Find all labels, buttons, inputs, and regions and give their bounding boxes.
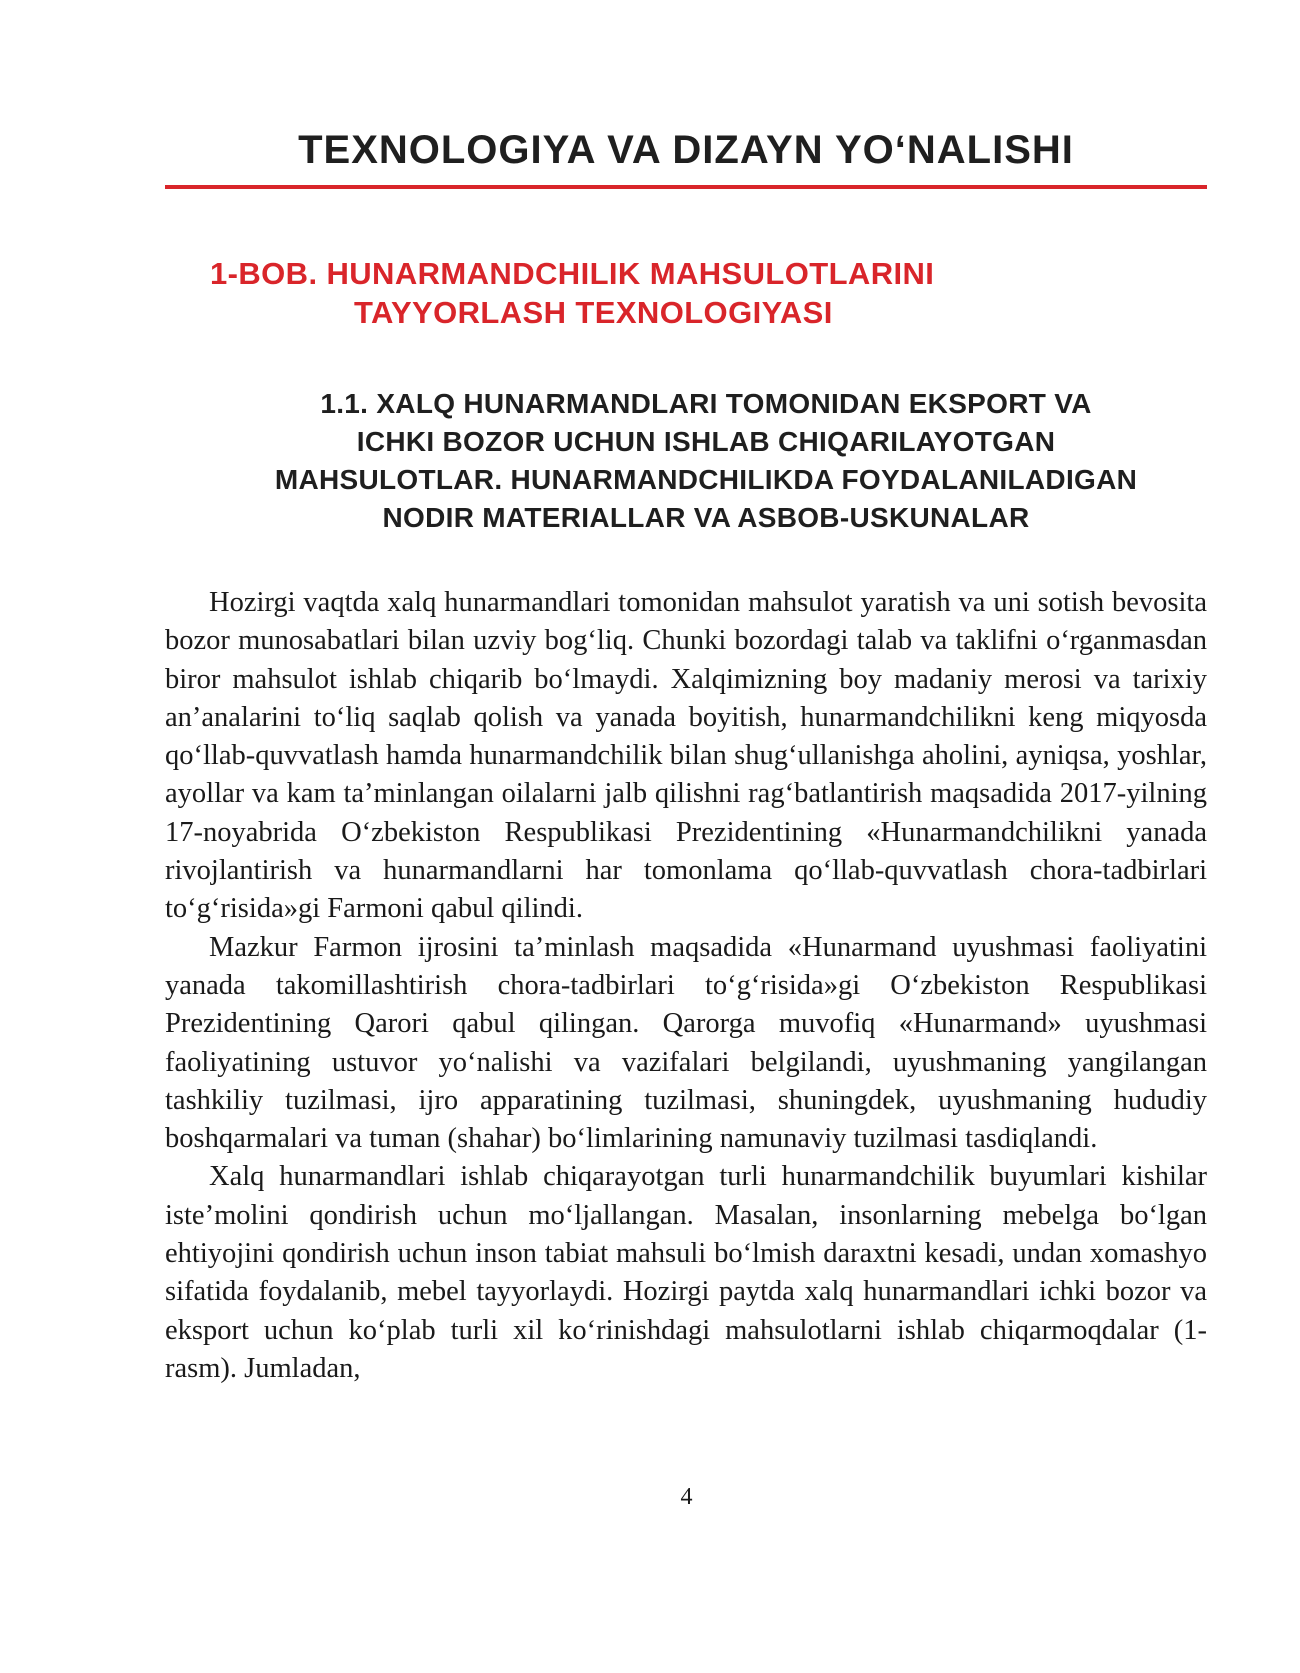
subsection-title-line-3: MAHSULOTLAR. HUNARMANDCHILIKDA FOYDALANILADIGAN bbox=[274, 464, 1138, 495]
body-text bbox=[165, 584, 1207, 1388]
subsection-title-line-4: NODIR MATERIALLAR VA ASBOB-USKUNALAR bbox=[382, 502, 1030, 533]
chapter-title bbox=[165, 254, 1207, 332]
paragraph-2: Mazkur Farmon ijrosini ta’minlash maqsadida «Hunarmand uyushmasi faoliyatini yanada takomillashtirish chora-tadbirlari to‘g‘risida»gi O‘zbekiston Respublikasi Prezidentining Qarori qabul qilingan. Qarorga muvofiq «Hunarmand» uyushmasi faoliyatining ustuvor yo‘nalishi va vazifalari belgilandi, uyushmaning yangilangan tashkiliy tuzilmasi, ijro apparatining tuzilmasi, shuningdek, uyushmaning hududiy boshqarmalari va tuman (shahar) bo‘limlarining namunaviy tuzilmasi tasdiqlandi. bbox=[165, 931, 1207, 1155]
paragraph-1: Hozirgi vaqtda xalq hunarmandlari tomonidan mahsulot yaratish va uni sotish bevosita bozor munosabatlari bilan uzviy bog‘liq. Chunki bozordagi talab va taklifni o‘rganmasdan biror mahsulot ishlab chiqarib bo‘lmaydi. Xalqimizning boy madaniy merosi va tarixiy an’analarini to‘liq saqlab qolish va yanada boyitish, hunarmandchilikni keng miqyosda qo‘llab-quvvatlash hamda hunarmandchilik bilan shug‘ullanishga aholini, ayniqsa, yoshlar, ayollar va kam ta’minlangan oilalarni jalb qilishni rag‘batlantirish maqsadida 2017-yilning 17-noyabrida O‘zbekiston Respublikasi Prezidentining «Hunarmandchilikni yanada rivojlantirish va hunarmandlarni har tomonlama qo‘llab-quvvatlash chora-tadbirlari to‘g‘risida»gi Farmoni qabul qilindi. bbox=[165, 587, 1207, 925]
section-title: TEXNOLOGIYA VA DIZAYN YO‘NALISHI bbox=[298, 128, 1074, 172]
title-underline-rule bbox=[165, 185, 1207, 189]
chapter-title-line-1: 1-BOB. HUNARMANDCHILIK MAHSULOTLARINI bbox=[210, 256, 935, 291]
chapter-title-line-2: TAYYORLASH TEXNOLOGIYASI bbox=[354, 295, 833, 330]
subsection-title-line-1: 1.1. XALQ HUNARMANDLARI TOMONIDAN EKSPORT VA bbox=[320, 388, 1092, 419]
paragraph-3: Xalq hunarmandlari ishlab chiqarayotgan turli hunarmandchilik buyumlari kishilar iste’molini qondirish uchun mo‘ljallangan. Masalan, insonlarning mebelga bo‘lgan ehtiyojini qondirish uchun inson tabiat mahsuli bo‘lmish daraxtni kesadi, undan xomashyo sifatida foydalanib, mebel tayyorlaydi. Hozirgi paytda xalq hunarmandlari ichki bozor va eksport uchun ko‘plab turli xil ko‘rinishdagi mahsulotlarni ishlab chiqarmoqdalar (1-rasm). Jumladan, bbox=[165, 1161, 1207, 1384]
subsection-title-line-2: ICHKI BOZOR UCHUN ISHLAB CHIQARILAYOTGAN bbox=[356, 426, 1056, 457]
page-number: 4 bbox=[680, 1484, 693, 1510]
subsection-title bbox=[205, 385, 1207, 537]
